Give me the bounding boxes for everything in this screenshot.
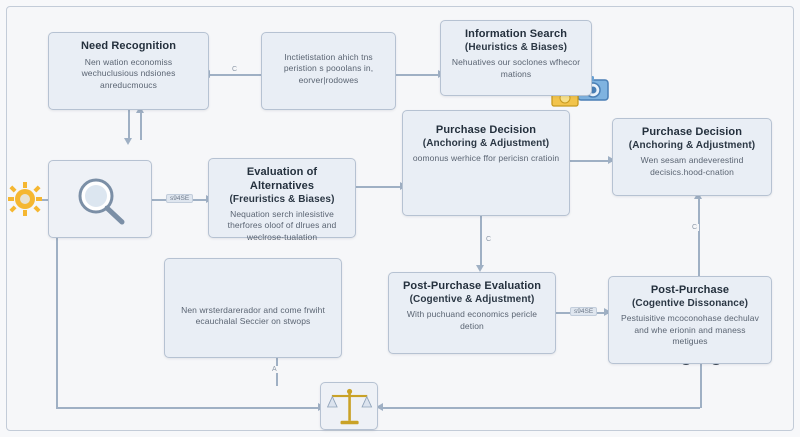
connector-need-up (140, 110, 142, 140)
node-evaluation-alternatives-title: Evaluation of Alternatives (246, 166, 318, 192)
node-dealer-visit[interactable] (164, 258, 342, 358)
connector-eval-to-purchase (356, 186, 402, 188)
edge-badge-1: s94SE (166, 194, 193, 203)
node-evaluation-alternatives-body: Nequation serch inlesistive therfores oloof of dlrues and weclrose-tualation (227, 209, 337, 242)
magnifier-panel (48, 160, 152, 238)
node-post-purchase-dissonance-title: Post-Purchase (650, 284, 730, 296)
connector-bottom-rail-left (56, 407, 320, 409)
node-information-search-subtitle: (Heuristics & Biases) (464, 41, 568, 53)
node-post-purchase-dissonance-body: Pestuisitive mcoconohase dechulav and whe erionin and maness metigues (621, 313, 759, 347)
node-problem-statement-body: Inctietistation ahich tns peristion s pooolans in, eorver|rodowes (283, 52, 374, 85)
gear-icon (8, 182, 42, 216)
scales-bottom-icon (325, 386, 375, 428)
node-need-recognition-title: Need Recognition (80, 40, 177, 52)
node-dealer-visit-body: Nen wrsterdarerador and come frwiht ecauchalal Seccier on stwops (181, 305, 325, 327)
node-purchase-decision-right[interactable] (612, 118, 772, 196)
connector-right-spine (700, 364, 702, 408)
node-information-search-title: Information Search (464, 28, 568, 40)
node-purchase-decision-center-title: Purchase Decision (435, 124, 537, 136)
edge-label-c1: C (232, 66, 238, 73)
connector-need-down (128, 110, 130, 140)
node-purchase-decision-center-body: oomonus werhice ffor pericisn cratioin (412, 153, 560, 164)
node-purchase-decision-right-body: Wen sesam andeverestind decisics.hood-cnation (640, 155, 744, 177)
edge-label-c3: C (692, 224, 698, 231)
edge-label-a1: A (272, 366, 277, 373)
connector-left-spine (56, 238, 58, 408)
connector-problem-to-search (396, 74, 440, 76)
scales-bottom-panel (320, 382, 378, 430)
connector-purchase-to-purchase-right (570, 160, 612, 162)
connector-problem-to-need (209, 74, 261, 76)
node-purchase-decision-center[interactable] (402, 110, 570, 216)
node-post-purchase-evaluation-title: Post-Purchase Evaluation (402, 280, 542, 292)
arrowhead-need-down (124, 138, 132, 145)
node-post-purchase-evaluation[interactable] (388, 272, 556, 354)
magnifier-icon (66, 172, 136, 228)
arrowhead-purchase-down (476, 265, 484, 272)
connector-bottom-rail-right (382, 407, 700, 409)
node-need-recognition-body: Nen wation economiss wechuclusious ndsiones anreducmoucs (81, 56, 176, 90)
node-purchase-decision-right-title: Purchase Decision (641, 126, 743, 138)
node-evaluation-alternatives[interactable] (208, 158, 356, 242)
connector-dissonance-up (698, 196, 700, 276)
node-post-purchase-dissonance[interactable] (608, 276, 772, 364)
node-purchase-decision-center-subtitle: (Anchoring & Adjustment) (422, 137, 550, 149)
node-evaluation-alternatives-subtitle: (Freuristics & Biases) (229, 193, 335, 205)
node-post-purchase-evaluation-subtitle: (Cogentive & Adjustment) (409, 293, 535, 305)
node-purchase-decision-right-subtitle: (Anchoring & Adjustment) (628, 139, 756, 151)
node-information-search-body: Nehuatives our soclones wfhecor mations (451, 57, 581, 79)
node-information-search[interactable] (440, 20, 592, 96)
edge-badge-2: s94SE (570, 307, 597, 316)
connector-purchase-down (480, 215, 482, 267)
node-post-purchase-dissonance-subtitle: (Cogentive Dissonance) (631, 297, 749, 309)
node-need-recognition[interactable] (48, 32, 209, 110)
node-post-purchase-evaluation-body: With puchuand economics pericle detion (406, 309, 538, 331)
edge-label-c2: C (486, 236, 492, 243)
node-problem-statement[interactable] (261, 32, 396, 110)
